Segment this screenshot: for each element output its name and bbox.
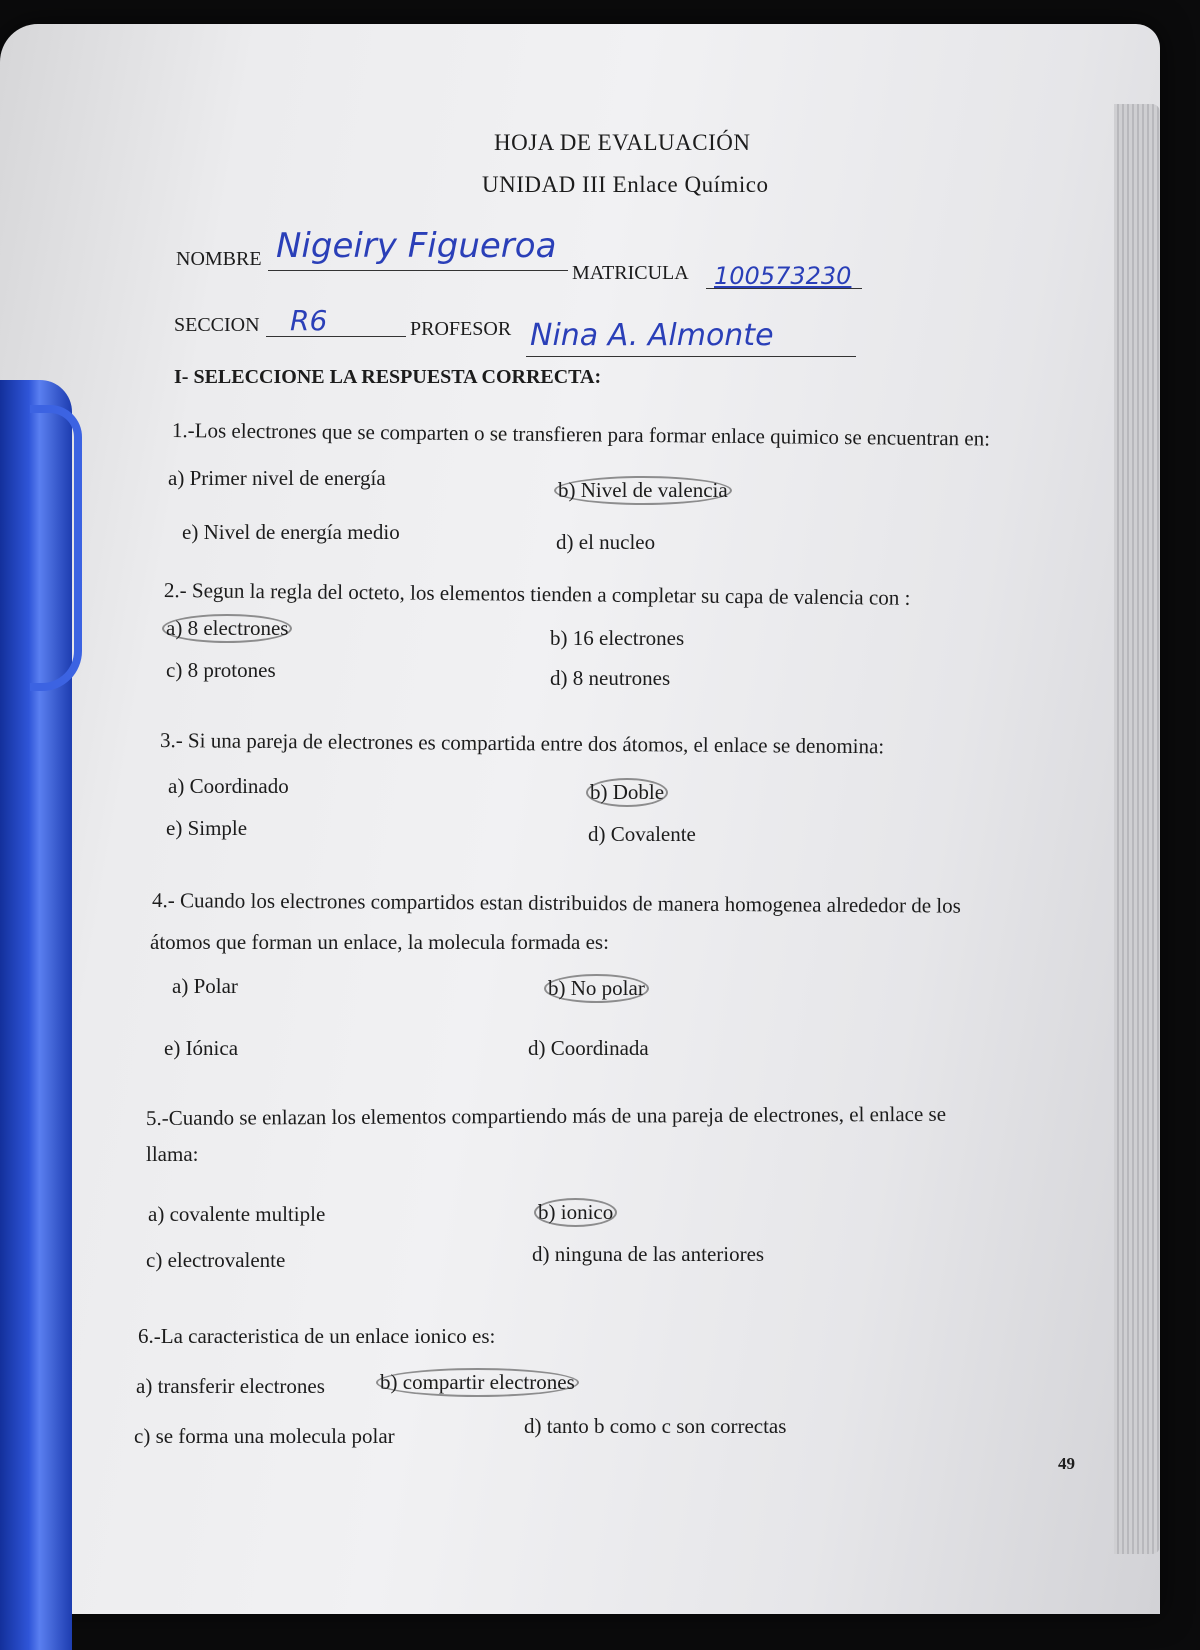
page-number: 49	[1058, 1454, 1075, 1473]
question-2-option-b[interactable]: b) 16 electrones	[550, 626, 685, 650]
question-5-option-a[interactable]: a) covalente multiple	[148, 1202, 326, 1226]
question-6-option-d[interactable]: d) tanto b como c son correctas	[524, 1414, 787, 1438]
selected-answer-mark: a) 8 electrones	[166, 616, 289, 640]
question-5-option-d[interactable]: d) ninguna de las anteriores	[532, 1242, 765, 1266]
question-5-text-line2: llama:	[146, 1142, 199, 1166]
question-3-option-d[interactable]: d) Covalente	[588, 822, 696, 846]
matricula-handwritten[interactable]: 100573230	[714, 262, 852, 290]
page-stack-edge	[1114, 104, 1160, 1554]
selected-answer-mark: b) ionico	[538, 1200, 614, 1224]
question-3-option-c[interactable]: e) Simple	[166, 816, 248, 840]
page-subtitle: UNIDAD III Enlace Químico	[482, 172, 769, 197]
nombre-underline	[268, 270, 568, 271]
selected-answer-mark: b) Doble	[590, 780, 665, 804]
question-1-option-a[interactable]: a) Primer nivel de energía	[168, 466, 386, 490]
profesor-underline	[526, 356, 856, 357]
question-3-option-b[interactable]	[588, 780, 666, 805]
selected-answer-mark: b) Nivel de valencia	[558, 478, 728, 502]
question-3-option-a[interactable]: a) Coordinado	[168, 774, 289, 798]
question-4-option-d[interactable]: d) Coordinada	[528, 1036, 649, 1060]
selected-answer-mark: b) No polar	[548, 976, 645, 1000]
question-2-text: 2.- Segun la regla del octeto, los elementos tienden a completar su capa de valencia con :	[163, 578, 911, 610]
seccion-underline	[266, 336, 406, 337]
question-4-text-line2: átomos que forman un enlace, la molecula formada es:	[150, 930, 609, 954]
question-1-option-d[interactable]: d) el nucleo	[556, 530, 656, 554]
question-5-text-line1: 5.-Cuando se enlazan los elementos compartiendo más de una pareja de electrones, el enlace se	[145, 1101, 947, 1130]
selected-answer-mark: b) compartir electrones	[380, 1370, 575, 1394]
profesor-handwritten[interactable]: Nina A. Almonte	[530, 318, 774, 353]
question-1-text: 1.-Los electrones que se comparten o se transfieren para formar enlace quimico se encuentran en:	[171, 418, 991, 451]
pen-clip	[30, 405, 82, 691]
question-4-text-line1: 4.- Cuando los electrones compartidos estan distribuidos de manera homogenea alrededor de los	[151, 888, 961, 918]
question-2-option-c[interactable]: c) 8 protones	[166, 658, 276, 682]
profesor-label: PROFESOR	[410, 318, 512, 340]
question-6-option-a[interactable]: a) transferir electrones	[136, 1374, 325, 1398]
question-6-option-b[interactable]	[378, 1370, 577, 1395]
section-title: I- SELECCIONE LA RESPUESTA CORRECTA:	[174, 366, 602, 388]
question-4-option-b[interactable]	[546, 976, 647, 1001]
question-6-text: 6.-La caracteristica de un enlace ionico es:	[138, 1324, 496, 1348]
question-2-option-d[interactable]: d) 8 neutrones	[550, 666, 671, 690]
matricula-label: MATRICULA	[572, 262, 689, 284]
question-1-option-c[interactable]: e) Nivel de energía medio	[182, 520, 400, 544]
question-4-option-a[interactable]: a) Polar	[172, 974, 238, 998]
question-2-option-a[interactable]	[164, 616, 290, 641]
question-1-option-b[interactable]	[556, 478, 730, 503]
seccion-handwritten[interactable]: R6	[290, 304, 328, 337]
nombre-label: NOMBRE	[176, 248, 262, 270]
question-5-option-c[interactable]: c) electrovalente	[146, 1248, 286, 1272]
question-5-option-b[interactable]	[536, 1200, 615, 1225]
seccion-label: SECCION	[174, 314, 260, 336]
question-3-text: 3.- Si una pareja de electrones es compartida entre dos átomos, el enlace se denomina:	[159, 728, 885, 759]
question-4-option-c[interactable]: e) Iónica	[164, 1036, 239, 1060]
nombre-handwritten[interactable]: Nigeiry Figueroa	[276, 226, 557, 266]
question-6-option-c[interactable]: c) se forma una molecula polar	[134, 1424, 395, 1448]
page-title: HOJA DE EVALUACIÓN	[494, 130, 751, 155]
